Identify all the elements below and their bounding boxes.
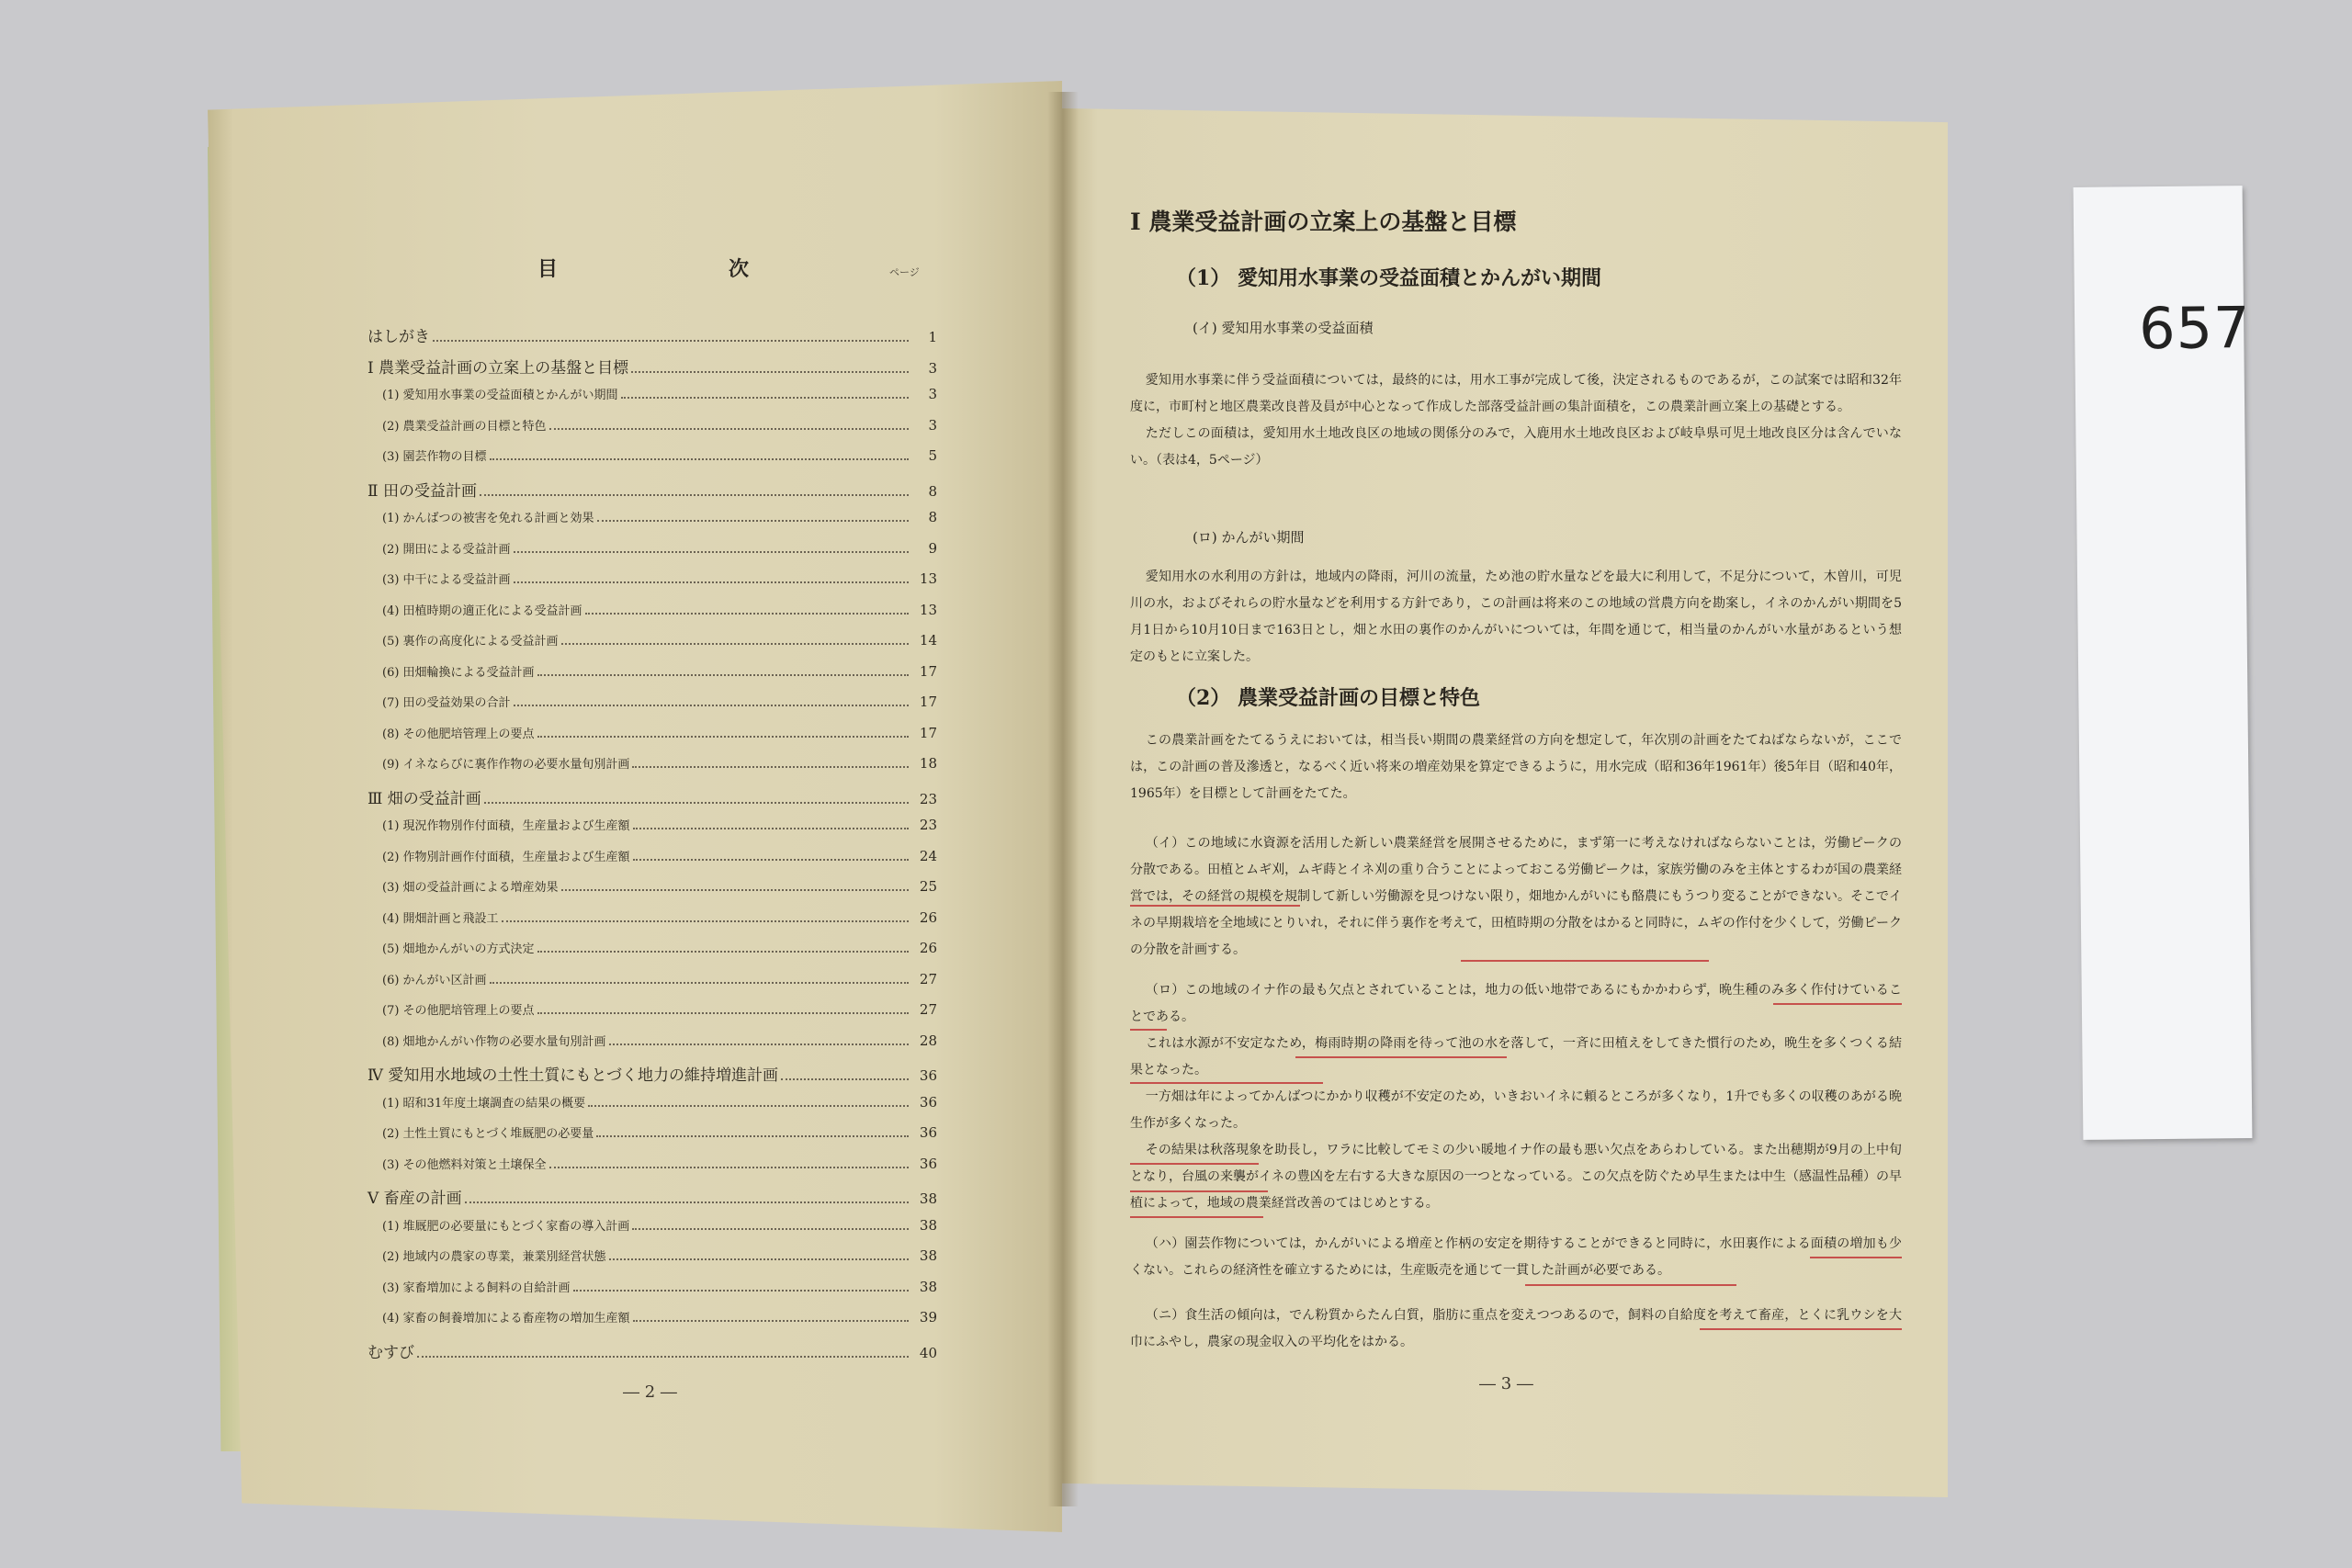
- toc-entry-page: 5: [928, 447, 937, 464]
- toc-entry-label: (5) 畑地かんがいの方式決定: [382, 942, 535, 956]
- toc-entry-page: 9: [928, 539, 937, 557]
- toc-entry-label: Ⅲ 畑の受益計画: [368, 789, 481, 808]
- paragraph-horticulture: [1130, 1231, 1902, 1284]
- toc-leader-dots: [433, 339, 909, 342]
- toc-entry-label: (3) 園芸作物の目標: [382, 450, 487, 464]
- toc-entry-page: 8: [928, 482, 937, 500]
- subsection-i-title: (イ) 愛知用水事業の受益面積: [1193, 320, 1374, 336]
- toc-leader-dots: [588, 1104, 909, 1107]
- toc-entry-page: 39: [919, 1309, 937, 1325]
- toc-title-char-2: 次: [728, 257, 749, 281]
- toc-leader-dots: [561, 888, 909, 891]
- toc-entry-label: (7) その他肥培管理上の要点: [382, 1004, 535, 1018]
- toc-entry-page: 3: [928, 386, 937, 402]
- toc-entry-label: (2) 農業受益計画の目標と特色: [382, 419, 547, 434]
- toc-entry-page: 25: [919, 878, 937, 895]
- toc-leader-dots: [632, 1227, 909, 1230]
- toc-leader-dots: [537, 1011, 909, 1014]
- paragraph: その結果は秋落現象を助長し，ワラに比較してモミの少い暖地イナ作の最も悪い欠点をあらわしている。また出穂期が9月の上中旬となり，台風の来襲がイネの豊凶を左右する大きな原因の一つとなっている。この欠点を防ぐため早生または中生（感温性品種）の早植によって，地域の農業経営改善のてはじめとする。: [1130, 1143, 1902, 1211]
- red-underline: [1295, 1056, 1507, 1058]
- toc-leader-dots: [537, 735, 909, 738]
- paragraph: （ニ）食生活の傾向は，でん粉質からたん白質，脂肪に重点を変えつつあるので，飼料の自給度を考えて畜産，とくに乳ウシを大巾にふやし，農家の現金収入の平均化をはかる。: [1130, 1308, 1902, 1349]
- subsection-ro-title: (ロ) かんがい期間: [1193, 529, 1305, 546]
- toc-entry-page: 13: [919, 601, 937, 618]
- toc-entry: [368, 1123, 937, 1141]
- toc-entry-label: (4) 開畑計画と飛設工: [382, 911, 499, 926]
- toc-leader-dots: [597, 519, 909, 522]
- toc-entry: [368, 908, 937, 926]
- toc-entry-label: (3) その他燃料対策と土壌保全: [382, 1157, 547, 1172]
- toc-leader-dots: [537, 673, 909, 676]
- toc-entry-label: (1) 堆厩肥の必要量にもとづく家畜の導入計画: [382, 1219, 630, 1234]
- toc-entry-label: (2) 開田による受益計画: [382, 542, 511, 557]
- red-underline: [1461, 960, 1709, 962]
- toc-entry-label: (1) 現況作物別作付面積，生産量および生産額: [382, 819, 630, 833]
- paragraph: （イ）この地域に水資源を活用した新しい農業経営を展開させるために，まず第一に考えなければならないことは，労働ピークの分散である。田植とムギ刈，ムギ蒔とイネ刈の重り合うことによっておこる労働ピークは，家族労働のみを主体とするわが国の農業経営では，その経営の規模を規制して新しい労働源を見つけない限り，畑地かんがいにも酪農にもうつり変ることができない。そこでイネの早期栽培を全地域にとりいれ，それに伴う裏作を考えて，田植時期の分散をはかると同時に，ムギの作付を少くして，労働ピークの分散を計画する。: [1130, 836, 1902, 957]
- book-gutter: [1047, 92, 1079, 1506]
- toc-entry-page: 38: [919, 1247, 937, 1264]
- toc-leader-dots: [484, 801, 909, 804]
- toc-entry-page: 38: [919, 1216, 937, 1234]
- section-1-title: （1） 愛知用水事業の受益面積とかんがい期間: [1176, 266, 1601, 290]
- toc-leader-dots: [465, 1201, 909, 1203]
- toc-entry-label: (8) 畑地かんがい作物の必要水量旬別計画: [382, 1034, 606, 1049]
- toc-entry-page: 36: [919, 1124, 937, 1141]
- toc-entry-page: 8: [928, 509, 937, 525]
- toc-entry-page: 3: [928, 416, 937, 434]
- toc-entry-label: むすび: [368, 1343, 414, 1362]
- toc-leader-dots: [631, 370, 909, 373]
- toc-entry-label: (1) 愛知用水事業の受益面積とかんがい期間: [382, 389, 618, 402]
- toc-entry: [368, 1093, 937, 1111]
- toc-page-label: ページ: [889, 266, 920, 278]
- toc-entry-page: 28: [919, 1032, 937, 1049]
- toc-leader-dots: [502, 919, 909, 922]
- toc-leader-dots: [490, 457, 909, 460]
- paragraph-labor-peak: [1130, 830, 1902, 964]
- toc-entry: [368, 939, 937, 956]
- paragraph: 一方畑は年によってかんばつにかかり収穫が不安定のため，いきおいイネに頼るところが多くなり，1升でも多くの収穫のあがる晩生作が多くなった。: [1130, 1089, 1902, 1131]
- toc-entry: [368, 1247, 937, 1264]
- toc-entry-page: 38: [919, 1190, 937, 1207]
- red-underline: [1130, 1216, 1263, 1218]
- toc-entry-label: (2) 土性土質にもとづく堆厩肥の必要量: [382, 1127, 594, 1141]
- toc-entry-page: 13: [919, 570, 937, 587]
- toc-entry: [368, 877, 937, 895]
- toc-entry-label: (3) 家畜増加による飼料の自給計画: [382, 1280, 571, 1295]
- toc-entry-page: 3: [928, 359, 937, 377]
- red-underline: [1525, 1284, 1736, 1286]
- toc-entry: [368, 631, 937, 649]
- paragraph: ただしこの面積は，愛知用水土地改良区の地域の関係分のみで，入鹿用水土地改良区および岐阜県可児土地改良区分は含んでいない。（表は4，5ページ）: [1130, 426, 1902, 468]
- toc-entry: [368, 1032, 937, 1049]
- red-underline: [1130, 1163, 1259, 1165]
- toc-entry-label: Ⅳ 愛知用水地域の土性土質にもとづく地力の維持増進計画: [368, 1066, 779, 1085]
- toc-entry-page: 27: [919, 1001, 937, 1018]
- toc-entry: [368, 662, 937, 680]
- toc-entry-label: (9) イネならびに裏作作物の必要水量旬別計画: [382, 758, 630, 772]
- paragraph: この農業計画をたてるうえにおいては，相当長い期間の農業経営の方向を想定して，年次別の計画をたてねばならないが，ここでは，この計画の普及滲透と，なるべく近い将来の増産効果を算定できるように，用水完成（昭和36年1961年）後5年目（昭和40年，1965年）を目標として計画をたてた。: [1130, 733, 1902, 801]
- toc-leader-dots: [561, 642, 909, 645]
- toc-leader-dots: [514, 550, 909, 553]
- toc-entry: [368, 446, 937, 464]
- toc-leader-dots: [514, 581, 909, 583]
- toc-entry: [368, 323, 937, 346]
- toc-entry-page: 17: [919, 694, 937, 710]
- paragraph-area: [1130, 367, 1902, 474]
- toc-leader-dots: [633, 858, 909, 861]
- red-underline: [1130, 1190, 1268, 1192]
- toc-entry-page: 36: [919, 1155, 937, 1172]
- toc-entry-page: 24: [919, 847, 937, 864]
- toc-entry-label: (8) その他肥培管理上の要点: [382, 727, 535, 741]
- toc-entry: [368, 1216, 937, 1234]
- toc-leader-dots: [417, 1355, 909, 1358]
- toc-entry: [368, 970, 937, 987]
- paragraph-rice: [1130, 977, 1902, 1217]
- toc-entry: [368, 539, 937, 557]
- toc-leader-dots: [490, 981, 909, 984]
- paragraph: これは水源が不安定なため，梅雨時期の降雨を待って池の水を落して，一斉に田植えをしてきた慣行のため，晩生を多くつくる結果となった。: [1130, 1036, 1902, 1077]
- toc-entry: [368, 754, 937, 772]
- toc-entry-label: (7) 田の受益効果の合計: [382, 696, 511, 710]
- index-tag-card: [2074, 186, 2253, 1140]
- toc-entry-page: 26: [919, 908, 937, 926]
- toc-entry-page: 14: [919, 632, 937, 649]
- toc-entry-page: 18: [919, 755, 937, 772]
- toc-entry-label: はしがき: [368, 328, 430, 346]
- section-2-title: （2） 農業受益計画の目標と特色: [1176, 686, 1480, 710]
- toc-entry-label: (4) 家畜の飼養増加による畜産物の増加生産額: [382, 1312, 630, 1325]
- toc-entry-label: (3) 畑の受益計画による増産効果: [382, 881, 559, 895]
- toc-entry-label: (2) 地域内の農家の専業，兼業別経営状態: [382, 1250, 606, 1264]
- toc-entry: [368, 693, 937, 710]
- toc-leader-dots: [549, 1166, 909, 1168]
- toc-title: [537, 254, 749, 282]
- toc-entry: [368, 570, 937, 587]
- toc-entry-page: 36: [919, 1093, 937, 1111]
- toc-entry: [368, 1308, 937, 1325]
- toc-leader-dots: [609, 1043, 909, 1045]
- red-underline: [1130, 905, 1300, 907]
- paragraph-goal: [1130, 728, 1902, 807]
- toc-entry: [368, 416, 937, 434]
- toc-entry-page: 27: [919, 970, 937, 987]
- red-underline: [1773, 1003, 1902, 1005]
- red-underline: [1700, 1328, 1902, 1330]
- toc-entry-page: 36: [919, 1067, 937, 1084]
- toc-entry: [368, 601, 937, 618]
- toc-entry-label: (6) かんがい区計画: [382, 973, 487, 987]
- toc-entry-label: (6) 田畑輪換による受益計画: [382, 665, 535, 680]
- toc-leader-dots: [596, 1134, 909, 1137]
- toc-entry-label: (4) 田植時期の適正化による受益計画: [382, 604, 582, 618]
- toc-leader-dots: [621, 396, 909, 399]
- toc-entry-page: 1: [928, 329, 937, 345]
- toc-entry: [368, 847, 937, 864]
- toc-entry: [368, 1000, 937, 1018]
- toc-entry-label: (3) 中干による受益計画: [382, 573, 511, 587]
- toc-leader-dots: [585, 612, 909, 615]
- toc-entry-label: Ⅰ 農業受益計画の立案上の基盤と目標: [368, 358, 629, 378]
- toc-entry-page: 23: [919, 817, 937, 833]
- tag-number: 657: [2138, 293, 2251, 363]
- toc-entry: [368, 1185, 937, 1208]
- toc-title-char-1: 目: [537, 257, 559, 281]
- toc-entry-page: 17: [919, 724, 937, 741]
- toc-entry: [368, 1062, 937, 1085]
- red-underline: [1810, 1257, 1902, 1258]
- toc-leader-dots: [633, 827, 909, 829]
- toc-entry: [368, 816, 937, 833]
- toc-entry: [368, 1339, 937, 1362]
- toc-leader-dots: [781, 1077, 909, 1080]
- toc-entry-page: 38: [919, 1278, 937, 1295]
- paragraph: 愛知用水事業に伴う受益面積については，最終的には，用水工事が完成して後，決定されるものであるが，この試案では昭和32年度に，市町村と地区農業改良普及員が中心となって作成した部落受益計画の集計面積を，この農業計画立案上の基礎とする。: [1130, 373, 1902, 414]
- toc-entry: [368, 478, 937, 501]
- toc-leader-dots: [632, 765, 909, 768]
- toc-entry-page: 26: [919, 940, 937, 956]
- toc-leader-dots: [609, 1258, 909, 1260]
- toc-leader-dots: [480, 493, 909, 496]
- paragraph: （ロ）この地域のイナ作の最も欠点とされていることは，地力の低い地帯であるにもかかわらず，晩生種のみ多く作付けていることである。: [1130, 983, 1902, 1024]
- paragraph-irrigation: [1130, 564, 1902, 671]
- toc-leader-dots: [633, 1319, 909, 1322]
- paragraph: （ハ）園芸作物については，かんがいによる増産と作柄の安定を期待することができると同時に，水田裏作による面積の増加も少くない。これらの経済性を確立するためには，生産販売を通じて一貫した計画が必要である。: [1130, 1236, 1902, 1278]
- right-folio: ― 3 ―: [1479, 1374, 1533, 1393]
- toc-entry-label: (1) 昭和31年度土壌調査の結果の概要: [382, 1096, 586, 1111]
- toc-entry: [368, 355, 937, 378]
- left-folio: ― 2 ―: [623, 1382, 677, 1402]
- toc-entry-page: 23: [919, 790, 937, 807]
- toc-entry-label: (1) かんばつの被害を免れる計画と効果: [382, 512, 594, 525]
- toc-entry: [368, 508, 937, 525]
- toc-entry-page: 40: [919, 1344, 937, 1361]
- toc-entry: [368, 385, 937, 402]
- red-underline: [1130, 1029, 1167, 1031]
- toc-entry-label: Ⅴ 畜産の計画: [368, 1190, 462, 1208]
- toc-leader-dots: [514, 704, 909, 706]
- toc-entry: [368, 1155, 937, 1172]
- toc-leader-dots: [549, 427, 909, 430]
- toc-entry-label: Ⅱ 田の受益計画: [368, 481, 477, 501]
- toc-entry-label: (2) 作物別計画作付面積，生産量および生産額: [382, 850, 630, 864]
- paragraph: 愛知用水の水利用の方針は，地域内の降雨，河川の流量，ため池の貯水量などを最大に利用して，不足分について，木曽川，可児川の水，およびそれらの貯水量などを利用する方針であり，この計画は将来のこの地域の営農方向を勘案し，イネのかんがい期間を5月1日から10月10日まで163日とし，畑と水田の裏作のかんがいについては，年間を通じて，相当量のかんがい水量があるという想定のもとに立案した。: [1130, 570, 1902, 664]
- toc-entry: [368, 785, 937, 808]
- toc-entry-label: (5) 裏作の高度化による受益計画: [382, 635, 559, 649]
- toc-leader-dots: [573, 1289, 909, 1292]
- toc-entry: [368, 724, 937, 741]
- toc-entry: [368, 1278, 937, 1295]
- chapter-title: Ⅰ 農業受益計画の立案上の基盤と目標: [1130, 209, 1517, 235]
- toc-leader-dots: [537, 950, 909, 953]
- red-underline: [1130, 1082, 1323, 1084]
- toc-entry-page: 17: [919, 662, 937, 680]
